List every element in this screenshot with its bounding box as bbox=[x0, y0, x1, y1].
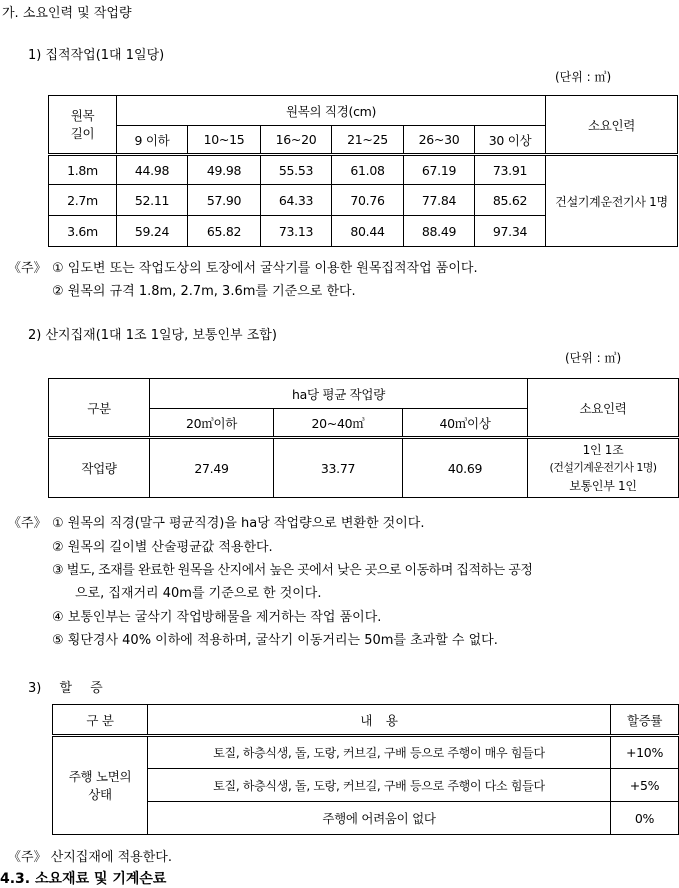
s1-cell: 88.49 bbox=[404, 216, 475, 247]
s2-note: ② 원목의 길이별 산술평균값 적용한다. bbox=[52, 540, 273, 555]
s1-cell: 85.62 bbox=[475, 185, 546, 216]
s1-cell: 55.53 bbox=[261, 155, 332, 185]
s3-content: 주행에 어려움이 없다 bbox=[148, 802, 611, 835]
s1-header-manpower: 소요인력 bbox=[546, 96, 678, 155]
s1-cell: 97.34 bbox=[475, 216, 546, 247]
s1-col-header: 16~20 bbox=[261, 126, 332, 155]
s1-cell: 44.98 bbox=[117, 155, 188, 185]
s1-table bbox=[48, 95, 678, 247]
s3-rate: 0% bbox=[611, 802, 679, 835]
s3-header-category: 구 분 bbox=[53, 705, 148, 736]
s3-header-content: 내 용 bbox=[148, 705, 611, 736]
s2-col-header: 20~40㎥ bbox=[274, 409, 403, 438]
s2-note: ⑤ 횡단경사 40% 이하에 적용하며, 굴삭기 이동거리는 50m를 초과할 수 없다. bbox=[52, 633, 498, 648]
s1-cell: 65.82 bbox=[188, 216, 261, 247]
s1-cell: 70.76 bbox=[332, 185, 404, 216]
s2-manpower-line: 보통인부 1인 bbox=[569, 479, 637, 493]
s2-table bbox=[48, 378, 679, 498]
s1-cell: 67.19 bbox=[404, 155, 475, 185]
s2-header-avg: ha당 평균 작업량 bbox=[150, 379, 528, 409]
s2-note: ① 원목의 직경(말구 평균직경)을 ha당 작업량으로 변환한 것이다. bbox=[52, 516, 425, 531]
s1-header-length: 원목 길이 bbox=[49, 96, 117, 155]
s1-note: ② 원목의 규격 1.8m, 2.7m, 3.6m를 기준으로 한다. bbox=[52, 284, 356, 299]
s2-header-manpower: 소요인력 bbox=[528, 379, 679, 438]
s1-col-header: 30 이상 bbox=[475, 126, 546, 155]
s1-row-length: 3.6m bbox=[49, 216, 117, 247]
s3-header-rate: 할증률 bbox=[611, 705, 679, 736]
s2-note-prefix: 《주》 bbox=[8, 516, 47, 531]
s1-note-prefix: 《주》 bbox=[8, 261, 47, 276]
s1-header-diameter: 원목의 직경(cm) bbox=[117, 96, 546, 126]
s2-note: ③ 벌도, 조재를 완료한 원목을 산지에서 높은 곳에서 낮은 곳으로 이동하며 집적하는 공정 bbox=[52, 563, 533, 578]
s1-unit: (단위 : ㎥) bbox=[555, 70, 612, 84]
s2-heading: 2) 산지집재(1대 1조 1일당, 보통인부 조합) bbox=[28, 328, 277, 343]
s2-header-category: 구분 bbox=[49, 379, 150, 438]
s1-note: ① 임도변 또는 작업도상의 토장에서 굴삭기를 이용한 원목집적작업 품이다. bbox=[52, 261, 478, 276]
s1-cell: 59.24 bbox=[117, 216, 188, 247]
s1-col-header: 21~25 bbox=[332, 126, 404, 155]
s1-cell: 77.84 bbox=[404, 185, 475, 216]
s1-col-header: 26~30 bbox=[404, 126, 475, 155]
s2-unit: (단위 : ㎥) bbox=[565, 351, 622, 365]
s2-col-header: 40㎥이상 bbox=[403, 409, 528, 438]
s3-category: 주행 노면의 상태 bbox=[53, 736, 148, 835]
s1-cell: 73.91 bbox=[475, 155, 546, 185]
section-title: 가. 소요인력 및 작업량 bbox=[2, 6, 132, 21]
s1-cell: 61.08 bbox=[332, 155, 404, 185]
s3-heading: 3) 할 증 bbox=[28, 681, 103, 696]
s3-note: 《주》 산지집재에 적용한다. bbox=[8, 850, 172, 865]
s1-row-length: 1.8m bbox=[49, 155, 117, 185]
s2-note: ④ 보통인부는 굴삭기 작업방해물을 제거하는 작업 품이다. bbox=[52, 610, 382, 625]
s1-heading: 1) 집적작업(1대 1일당) bbox=[28, 48, 165, 63]
s3-table bbox=[52, 704, 679, 835]
s1-cell: 73.13 bbox=[261, 216, 332, 247]
s1-cell: 57.90 bbox=[188, 185, 261, 216]
s3-content: 토질, 하층식생, 돌, 도랑, 커브길, 구배 등으로 주행이 다소 힘들다 bbox=[148, 769, 611, 802]
s1-cell: 80.44 bbox=[332, 216, 404, 247]
s2-cell: 27.49 bbox=[150, 438, 274, 498]
s2-manpower-line: (건설기계운전기사 1명) bbox=[549, 461, 657, 474]
s1-col-header: 9 이하 bbox=[117, 126, 188, 155]
next-section-heading: 4.3. 소요재료 및 기계손료 bbox=[0, 871, 167, 887]
s2-manpower bbox=[528, 438, 679, 498]
s3-rate: +5% bbox=[611, 769, 679, 802]
s2-col-header: 20㎥이하 bbox=[150, 409, 274, 438]
s1-cell: 64.33 bbox=[261, 185, 332, 216]
s1-cell: 52.11 bbox=[117, 185, 188, 216]
s3-rate: +10% bbox=[611, 736, 679, 769]
s2-cell: 33.77 bbox=[274, 438, 403, 498]
s1-col-header: 10~15 bbox=[188, 126, 261, 155]
s3-content: 토질, 하층식생, 돌, 도랑, 커브길, 구배 등으로 주행이 매우 힘들다 bbox=[148, 736, 611, 769]
s2-manpower-line: 1인 1조 bbox=[582, 443, 624, 457]
s1-row-length: 2.7m bbox=[49, 185, 117, 216]
s2-cell: 40.69 bbox=[403, 438, 528, 498]
s1-manpower: 건설기계운전기사 1명 bbox=[546, 155, 678, 247]
s1-cell: 49.98 bbox=[188, 155, 261, 185]
s2-note: 으로, 집재거리 40m를 기준으로 한 것이다. bbox=[75, 586, 322, 601]
s2-row-label: 작업량 bbox=[49, 438, 150, 498]
